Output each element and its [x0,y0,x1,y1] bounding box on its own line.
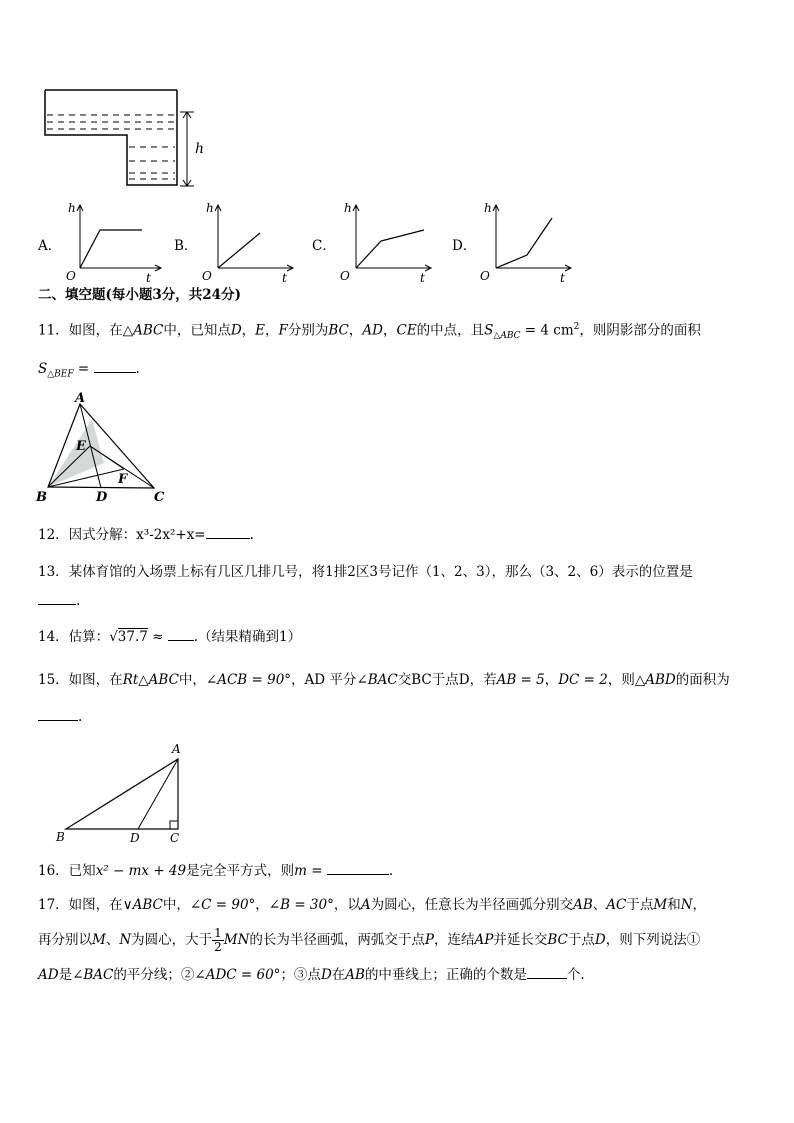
option-b-letter: B． [174,238,198,254]
q12: 12．因式分解：x³-2x²+x= . [38,527,254,543]
q16-answer-blank[interactable] [327,862,389,875]
graph-d [474,198,584,288]
q13-answer-blank[interactable] [38,592,76,605]
q11-line2: $S_{\triangle BEF}$ = . [38,361,140,380]
fig11-label-a: A [75,392,86,406]
graph-a [58,198,168,288]
q14-answer-blank[interactable] [168,628,194,641]
sqrt-sign: √ [109,629,118,645]
q12-answer-blank[interactable] [206,526,250,539]
q14: 14．估算：√37.7 ≈ .（结果精确到1） [38,629,302,645]
q15-line1: 15．如图，在Rt△ABC中，∠ACB = 90°，AD 平分∠BAC交BC于点D，若AB = 5，DC = 2，则△ABD的面积为 [38,672,730,688]
graph-b-h: h [206,201,214,215]
fig11-label-b: B [36,490,47,504]
graph-a-h: h [68,201,76,215]
fig11-label-f: F [118,472,128,487]
triangle-figure-11 [32,392,182,504]
q13-line1: 13．某体育馆的入场票上标有几区几排几号，将1排2区3号记作（1、2、3），那么（3、2、6）表示的位置是 [38,564,693,580]
graph-c-t: t [420,271,425,285]
q17-line3: AD是∠BAC的平分线；②∠ADC = 60°；③点D在AB的中垂线上；正确的个数是 个. [38,967,585,983]
graph-b [196,198,306,288]
graph-a-t: t [146,271,151,285]
q16: 16．已知x² − mx + 49是完全平方式，则m = . [38,863,394,879]
graph-d-t: t [560,271,565,285]
fig15-label-a: A [172,742,181,756]
option-c-letter: C． [312,238,336,254]
section-title: 二、填空题(每小题3分，共24分) [38,287,241,303]
graph-b-t: t [282,271,287,285]
q11-line1: 11．如图，在△ABC中，已知点D，E，F分别为BC，AD，CE的中点，且$S_{\triangle ABC} = 4$ $cm^2$，则阴影部分的面积 [38,322,701,342]
graph-c [334,198,444,288]
q11-answer-blank[interactable] [94,360,136,373]
q17-answer-blank[interactable] [527,966,567,979]
option-d-letter: D． [452,238,477,254]
fig15-label-c: C [170,831,180,845]
graph-a-o: O [66,269,76,283]
q13-line2: . [38,592,80,610]
fraction-one-half: $\frac{1}{2}$ [214,926,222,954]
graph-d-o: O [480,269,490,283]
fig11-label-d: D [96,490,108,504]
graph-c-o: O [340,269,350,283]
option-a-letter: A． [38,238,62,254]
h-label: h [195,141,205,157]
graph-b-o: O [202,269,212,283]
fig11-label-c: C [154,490,165,504]
graph-c-h: h [344,201,352,215]
fig15-label-d: D [130,831,140,845]
q15-line2: . [38,708,82,726]
q17-line2: 再分别以M、N为圆心，大于 $\frac{1}{2}$ MN的长为半径画弧，两弧交于点P，连结AP并延长交BC于点D，则下列说法① [38,926,701,954]
container-figure [40,85,220,195]
graph-d-h: h [484,201,492,215]
q15-answer-blank[interactable] [38,708,78,721]
fig15-label-b: B [56,830,65,844]
q17-line1: 17．如图，在∨ABC中，∠C = 90°，∠B = 30°，以A为圆心，任意长为半径画弧分别交AB、AC于点M和N， [38,897,707,913]
triangle-figure-15 [52,740,192,848]
fig11-label-e: E [76,439,86,454]
